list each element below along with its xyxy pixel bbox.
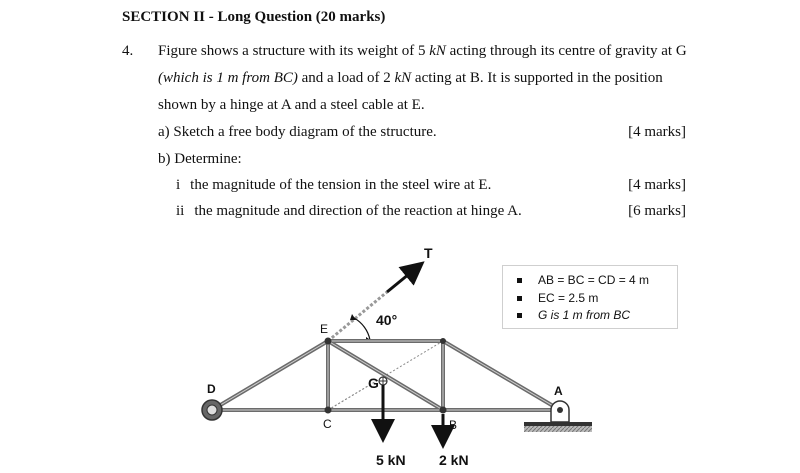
angle-arc <box>354 318 370 340</box>
question-line-3: shown by a hinge at A and a steel cable at E. <box>158 97 425 113</box>
hinge-A <box>524 401 592 432</box>
label-E: E <box>320 322 329 336</box>
question-number: 4. <box>122 43 134 59</box>
tension-arrow <box>387 265 420 292</box>
label-D: D <box>207 382 216 396</box>
label-B: B <box>449 418 458 432</box>
part-b-ii-marks: [6 marks] <box>628 203 686 219</box>
joint-C <box>325 407 332 414</box>
joint-E <box>325 338 332 345</box>
joint-top-right <box>440 338 446 344</box>
label-2kn: 2 kN <box>439 452 469 468</box>
dimensions-box <box>502 265 678 329</box>
label-5kn: 5 kN <box>376 452 406 468</box>
structure-diagram <box>0 240 800 473</box>
label-T: T <box>424 245 433 261</box>
label-A: A <box>554 384 563 398</box>
part-a: a) Sketch a free body diagram of the structure. <box>158 124 437 140</box>
label-C: C <box>323 417 332 431</box>
joint-B <box>440 407 447 414</box>
info-item: G is 1 m from BC <box>517 307 630 323</box>
part-b-i-marks: [4 marks] <box>628 177 686 193</box>
label-G: G <box>368 375 379 391</box>
part-a-marks: [4 marks] <box>628 124 686 140</box>
angle-label: 40° <box>376 312 398 328</box>
part-b-i: i the magnitude of the tension in the steel wire at E. <box>176 177 492 193</box>
question-line-2: (which is 1 m from BC) and a load of 2 kN acting at B. It is supported in the position <box>158 70 663 86</box>
part-b-ii: ii the magnitude and direction of the reaction at hinge A. <box>176 203 522 219</box>
info-item: EC = 2.5 m <box>517 290 598 306</box>
section-title: SECTION II - Long Question (20 marks) <box>122 9 386 25</box>
info-item: AB = BC = CD = 4 m <box>517 272 649 288</box>
part-b: b) Determine: <box>158 151 242 167</box>
hinge-D <box>202 400 222 420</box>
question-line-1: Figure shows a structure with its weight of 5 kN acting through its centre of gravity at G <box>158 43 687 59</box>
